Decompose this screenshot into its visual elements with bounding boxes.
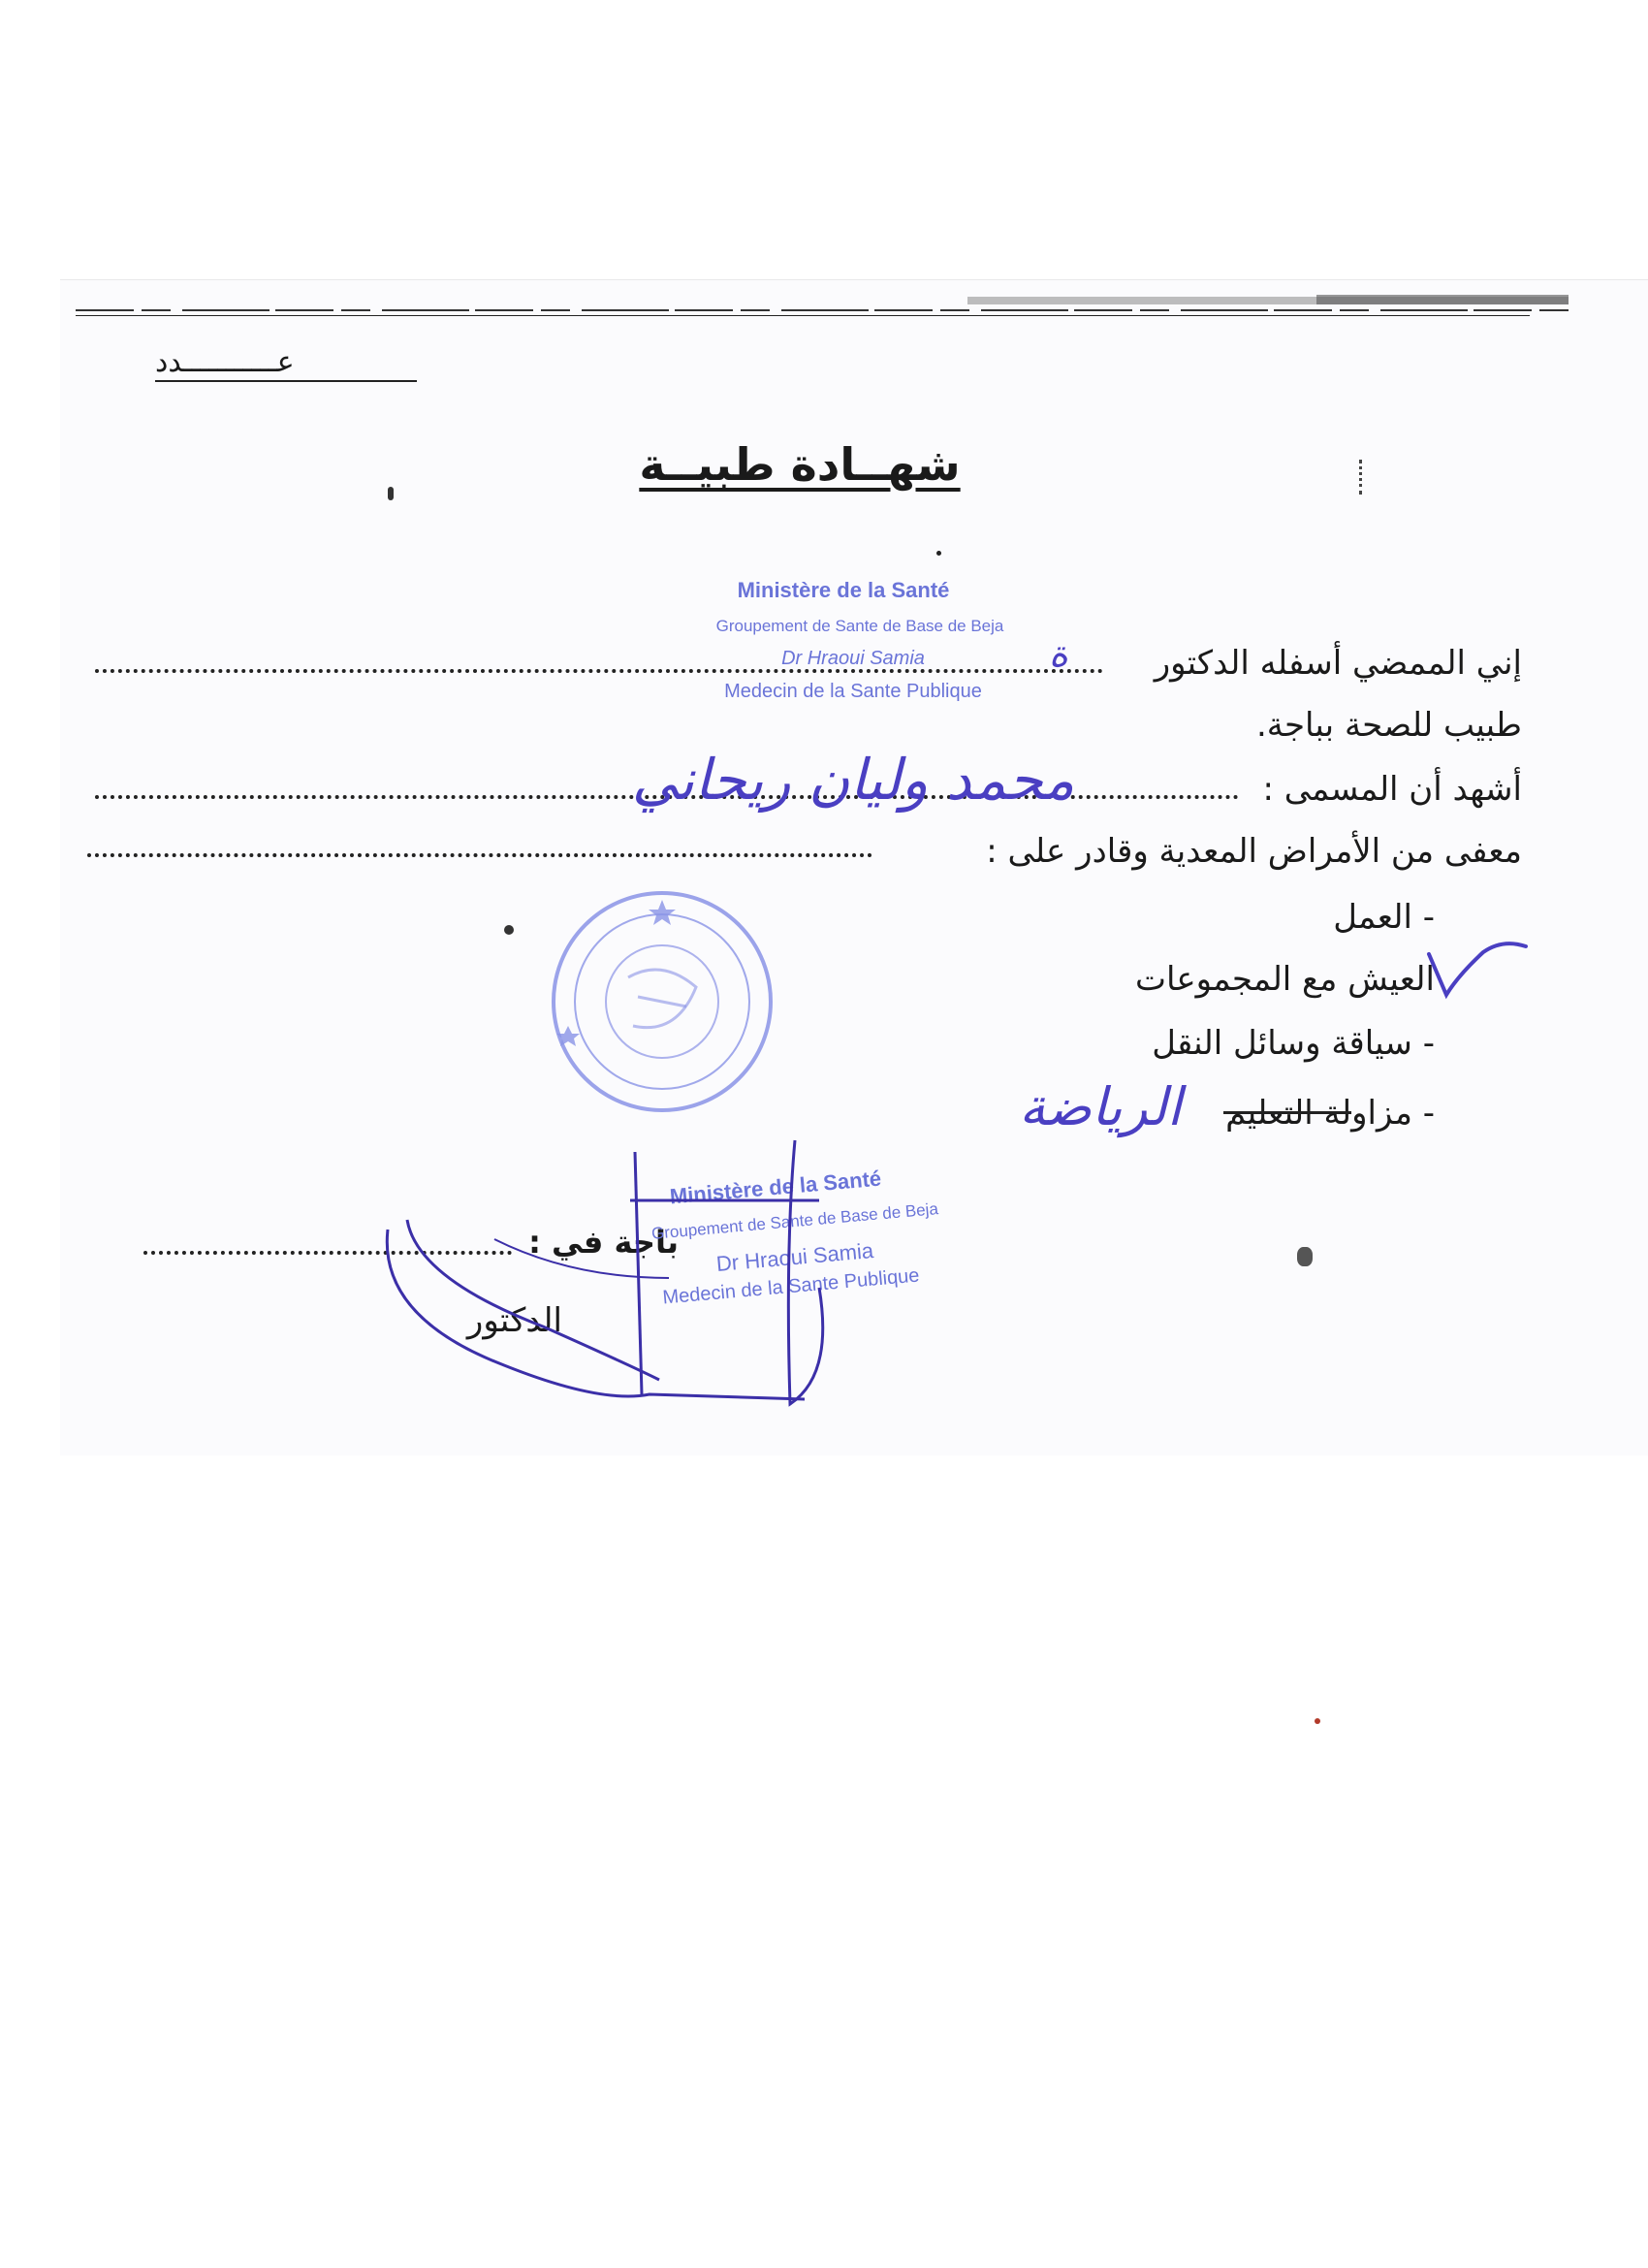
ink-speck [1297, 1247, 1313, 1266]
round-official-stamp [541, 880, 783, 1123]
doctor-role-line: طبيب للصحة بباجة. [1256, 706, 1522, 745]
ink-speck [504, 925, 514, 935]
doctor-line-dots [95, 669, 1103, 673]
patient-line-label: أشهد أن المسمى : [1262, 770, 1522, 809]
teaching-strikethrough [1223, 1111, 1351, 1114]
stamp-group: Groupement de Sante de Base de Beja [715, 617, 1004, 635]
document-number-label: عـــــــــــدد [155, 345, 295, 379]
check-mark-icon [1425, 937, 1532, 1005]
stamp-doctor: Dr Hraoui Samia [781, 648, 925, 669]
doctor-signature [378, 1133, 843, 1414]
ink-speck [1315, 1718, 1320, 1724]
item-work: - العمل [1333, 898, 1435, 937]
fitness-line-dots [87, 853, 872, 857]
certificate-title: شهــادة طبيــة [639, 438, 961, 491]
ink-speck [936, 551, 941, 556]
stamp-bottom-doctor: Dr Hraoui Samia [714, 1237, 875, 1277]
item-teaching: - مزاولة التعليم [1225, 1094, 1435, 1133]
stamp-bottom-ministry: Ministère de la Santé [668, 1166, 883, 1209]
stamp-role: Medecin de la Sante Publique [724, 681, 982, 702]
handwritten-sport: الرياضة [1019, 1076, 1182, 1137]
stamp-bottom-group: Groupement de Sante de Base de Beja [650, 1199, 939, 1243]
place-date-label: باجة في : [528, 1224, 679, 1261]
stamp-ministry: Ministère de la Santé [737, 578, 950, 602]
item-driving: - سياقة وسائل النقل [1152, 1024, 1435, 1063]
fitness-intro-line: معفى من الأمراض المعدية وقادر على : [986, 832, 1522, 871]
scan-edge-artifact [76, 291, 1580, 316]
handwritten-mark: ة [1049, 632, 1068, 675]
stamp-bottom-role: Medecin de la Sante Publique [661, 1264, 921, 1309]
document-number-line [155, 380, 417, 382]
doctor-signature-label: الدكتور [466, 1301, 562, 1340]
doctor-line-label: إني الممضي أسفله الدكتور [1154, 644, 1522, 683]
item-group-living: العيش مع المجموعات [1134, 960, 1435, 999]
ink-speck [388, 487, 394, 500]
handwritten-patient-name: محمد وليان ريحاني [631, 747, 1075, 813]
ink-speck [1359, 460, 1367, 495]
